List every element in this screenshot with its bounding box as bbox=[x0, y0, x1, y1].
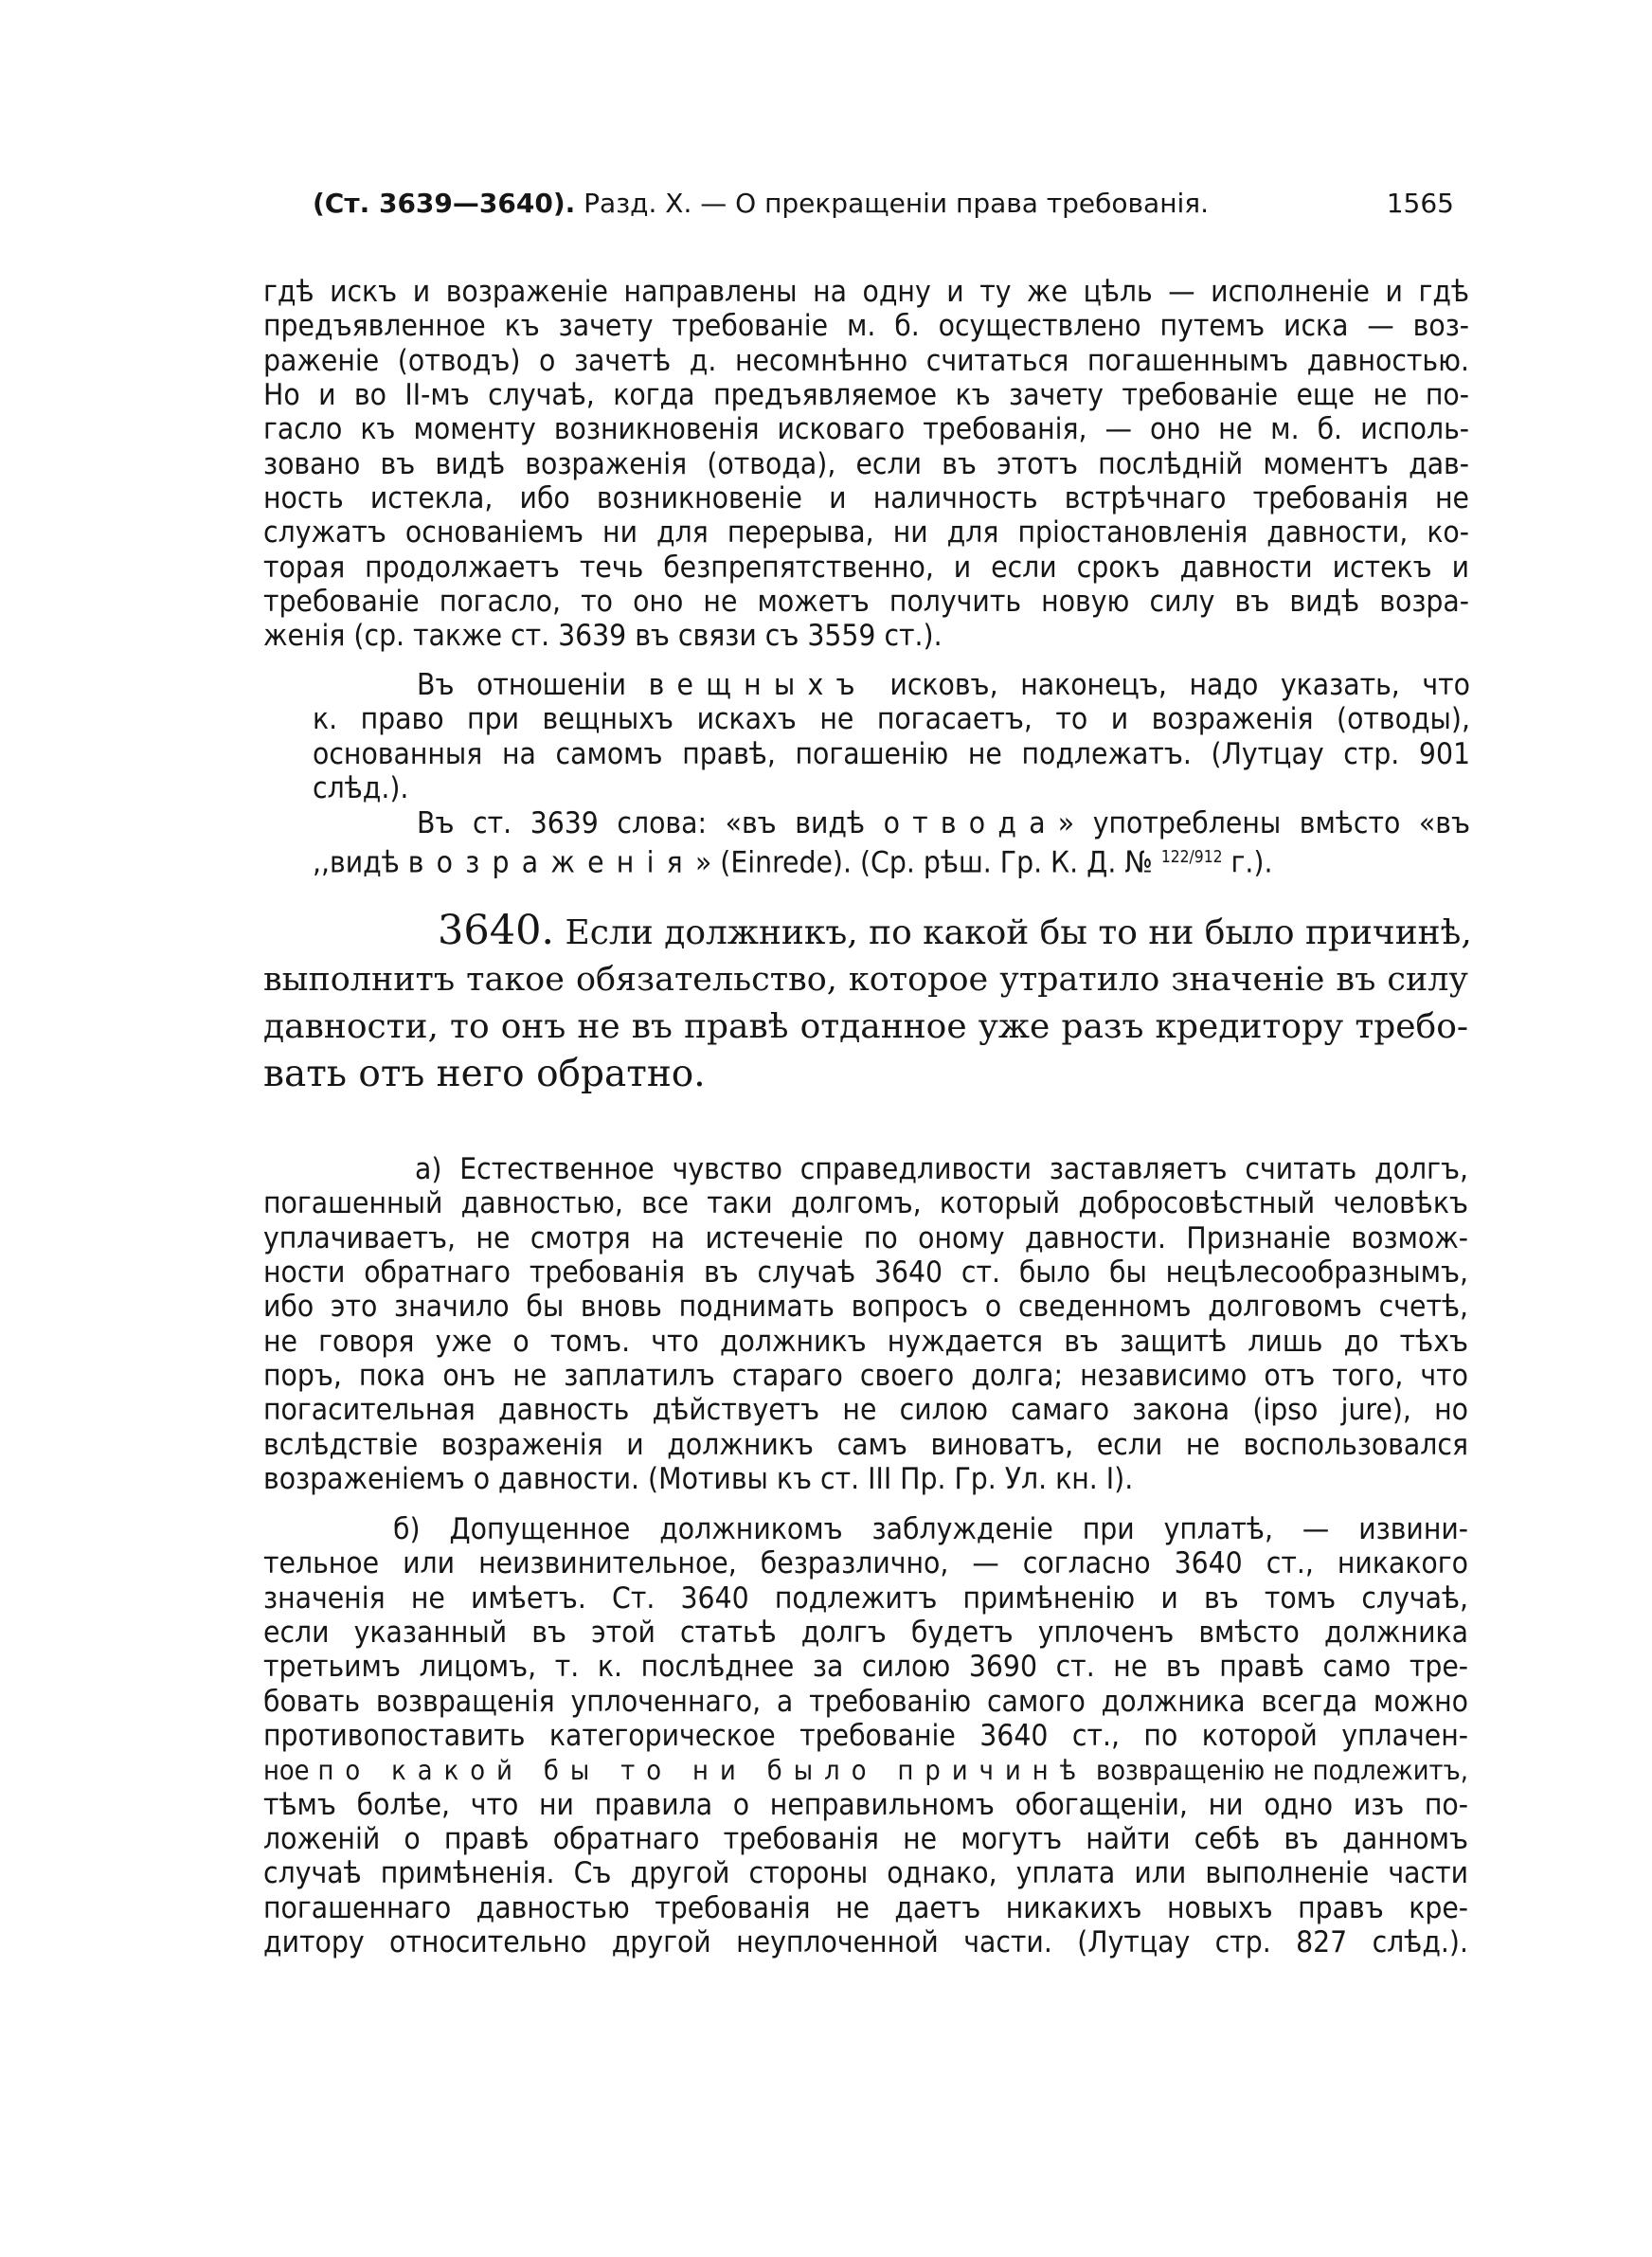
text-line: уплачиваетъ, не смотря на истеченіе по оному давности. Признаніе возмож- bbox=[263, 1220, 1468, 1255]
spaced-emphasis: отвода bbox=[883, 806, 1058, 840]
text-line: погашенный давностью, все таки долгомъ, который добросовѣстный человѣкъ bbox=[263, 1186, 1468, 1221]
spaced-emphasis: возраженія bbox=[407, 845, 695, 880]
text-line: тельное или неизвинительное, безразлично, — согласно 3640 ст., никакого bbox=[263, 1546, 1468, 1581]
text-line: к. право при вещныхъ искахъ не погасаетъ, то и возраженія (отводы), bbox=[313, 702, 1470, 737]
text-fragment: Въ ст. 3639 слова: «въ видѣ bbox=[417, 806, 865, 840]
text-line: бовать возвращенія уплоченнаго, а требованію самого должника всегда можно bbox=[263, 1684, 1468, 1719]
text-fragment: возвращенію не подлежитъ, bbox=[1095, 1754, 1468, 1787]
text-fragment: Если должникъ, по какой бы то ни было причинѣ, bbox=[565, 913, 1472, 952]
text-line: дитору относительно другой неуплоченной части. (Лутцау стр. 827 слѣд.). bbox=[263, 1925, 1468, 1960]
header-article-ref: (Ст. 3639—3640). bbox=[313, 188, 576, 219]
text-line: ности обратнаго требованія въ случаѣ 3640 ст. было бы нецѣлесообразнымъ, bbox=[263, 1255, 1468, 1291]
text-line: противопоставить категорическое требованіе 3640 ст., по которой уплачен- bbox=[263, 1719, 1468, 1754]
text-line: выполнитъ такое обязательство, которое утратило значеніе въ силу bbox=[263, 960, 1468, 999]
section-b-lines-before bbox=[263, 1512, 1468, 1753]
text-line: ложеній о правѣ обратнаго требованія не могутъ найти себѣ въ данномъ bbox=[263, 1822, 1468, 1857]
page-number: 1565 bbox=[1386, 188, 1454, 219]
text-line: вслѣдствіе возраженія и должникъ самъ виноватъ, если не воспользовался bbox=[263, 1427, 1468, 1462]
text-line: служатъ основаніемъ ни для перерыва, ни для пріостановленія давности, ко- bbox=[263, 515, 1469, 551]
text-fragment: ное bbox=[263, 1754, 310, 1787]
text-line: давности, то онъ не въ правѣ отданное уже разъ кредитору требо- bbox=[263, 1007, 1468, 1046]
text-fragment: г.). bbox=[1222, 845, 1273, 880]
text-line: гдѣ искъ и возраженіе направлены на одну и ту же цѣль — исполненіе и гдѣ bbox=[263, 275, 1469, 309]
section-b-lines-after bbox=[263, 1788, 1468, 1960]
text-line: погасительная давность дѣйствуетъ не силою самаго закона (ipso jure), но bbox=[263, 1393, 1468, 1428]
text-line: женія (ср. также ст. 3639 въ связи съ 3559 ст.). bbox=[263, 619, 943, 654]
text-line bbox=[313, 840, 1470, 880]
running-header bbox=[313, 188, 1454, 235]
text-line: торая продолжаетъ течь безпрепятственно, и если срокъ давности истекъ и bbox=[263, 550, 1469, 585]
text-line: Но и во II-мъ случаѣ, когда предъявляемое къ зачету требованіе еще не по- bbox=[263, 378, 1469, 413]
text-line: погашеннаго давностью требованія не даетъ никакихъ новыхъ правъ кре- bbox=[263, 1890, 1468, 1925]
text-line: б) Допущенное должникомъ заблужденіе при уплатѣ, — извини- bbox=[393, 1512, 1468, 1546]
section-b bbox=[263, 1512, 1468, 1959]
text-line bbox=[313, 668, 1470, 702]
text-fragment: исковъ, наконецъ, надо указать, что bbox=[889, 668, 1470, 702]
text-line: вать отъ него обратно. bbox=[263, 1052, 706, 1095]
text-line: основанныя на самомъ правѣ, погашенію не подлежатъ. (Лутцау стр. 901 bbox=[313, 736, 1470, 771]
commentary-paragraph-1 bbox=[263, 275, 1469, 654]
article-3640-text bbox=[263, 907, 1472, 1097]
text-line: случаѣ примѣненія. Съ другой стороны однако, уплата или выполненіе части bbox=[263, 1856, 1468, 1891]
text-line: а) Естественное чувство справедливости заставляетъ считать долгъ, bbox=[415, 1152, 1468, 1186]
text-fragment: » употреблены вмѣсто «въ bbox=[1057, 806, 1470, 840]
case-number-superscript: 122/912 bbox=[1160, 848, 1223, 868]
text-line: ибо это значило бы вновь поднимать вопросъ о сведенномъ долговомъ счетѣ, bbox=[263, 1290, 1468, 1325]
article-number: 3640. bbox=[438, 907, 555, 954]
text-line: требованіе погасло, то оно не можетъ получить новую силу въ видѣ возра- bbox=[263, 585, 1469, 620]
article-first-line bbox=[263, 907, 1472, 957]
text-line: ность истекла, ибо возникновеніе и наличность встрѣчнаго требованія не bbox=[263, 481, 1469, 516]
text-line: если указанный въ этой статьѣ долгъ будетъ уплоченъ вмѣсто должника bbox=[263, 1616, 1468, 1651]
text-line: зовано въ видѣ возраженія (отвода), если въ этотъ послѣдній моментъ дав- bbox=[263, 446, 1469, 481]
text-line: значенія не имѣетъ. Ст. 3640 подлежитъ примѣненію и въ томъ случаѣ, bbox=[263, 1580, 1468, 1616]
text-line: тѣмъ болѣе, что ни правила о неправильномъ обогащеніи, ни одно изъ по- bbox=[263, 1787, 1468, 1822]
text-fragment: » (Einrede). (Ср. рѣш. Гр. К. Д. № bbox=[694, 845, 1153, 880]
text-line: предъявленное къ зачету требованіе м. б. осуществлено путемъ иска — воз- bbox=[263, 309, 1469, 344]
emphasis-line bbox=[263, 1753, 1468, 1787]
commentary-paragraph-2 bbox=[313, 668, 1470, 805]
header-section: Разд. X. — О прекращеніи права требованія. bbox=[584, 188, 1210, 219]
header-title bbox=[313, 188, 1209, 219]
spaced-emphasis: вещныхъ bbox=[648, 668, 868, 702]
text-line bbox=[313, 806, 1470, 840]
text-line: слѣд.). bbox=[313, 771, 409, 806]
text-line: раженіе (отводъ) о зачетѣ д. несомнѣнно считаться погашеннымъ давностью. bbox=[263, 343, 1469, 378]
section-a bbox=[263, 1152, 1468, 1496]
text-line: третьимъ лицомъ, т. к. послѣднее за силою 3690 ст. не въ правѣ само тре- bbox=[263, 1650, 1468, 1685]
text-line: возраженіемъ о давности. (Мотивы къ ст. III Пр. Гр. Ул. кн. I). bbox=[263, 1462, 1134, 1497]
text-line: гасло къ моменту возникновенія исковаго требованія, — оно не м. б. исполь- bbox=[263, 412, 1469, 447]
text-line: поръ, пока онъ не заплатилъ стараго своего долга; независимо отъ того, что bbox=[263, 1359, 1468, 1394]
text-line: не говоря уже о томъ. что должникъ нуждается въ защитѣ лишь до тѣхъ bbox=[263, 1324, 1468, 1359]
spaced-emphasis: по какой бы то ни было причинѣ bbox=[317, 1754, 1088, 1787]
text-fragment: Въ отношеніи bbox=[417, 668, 626, 702]
commentary-paragraph-3 bbox=[313, 806, 1470, 880]
text-fragment: ,,видѣ bbox=[313, 845, 400, 880]
